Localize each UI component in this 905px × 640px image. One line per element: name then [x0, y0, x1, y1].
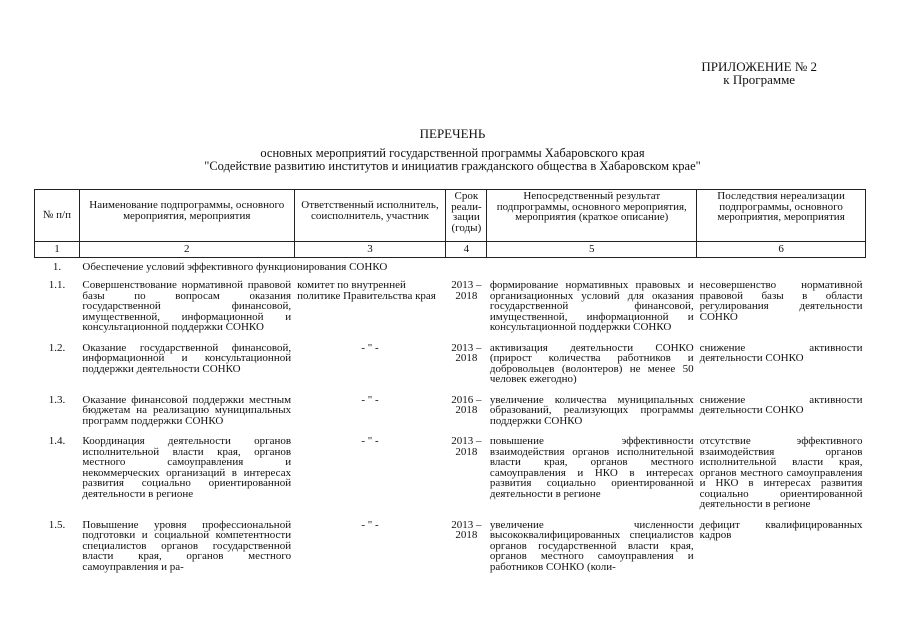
row-result: увеличение количества муниципальных образований, реализующих программы поддержки СОНКО	[489, 393, 694, 427]
row-result: формирование нормативных правовых и организационных условий для оказания государственной финансовой, имущественной, информационной и консультационной поддержки СОНКО	[489, 279, 694, 333]
row-consequence: дефицит квалифицированных кадров	[699, 518, 863, 541]
row-term: 2013 – 2018	[451, 518, 482, 541]
header-result	[487, 190, 697, 242]
row-consequence: снижение активности деятельности СОНКО	[699, 393, 863, 416]
section-title: Обеспечение условий эффективного функционирования СОНКО	[82, 260, 388, 273]
table-row	[35, 276, 866, 339]
appendix-reference: к Программе	[723, 72, 796, 87]
row-number: 1.4.	[48, 435, 66, 447]
row-number: 1.1.	[48, 279, 66, 291]
row-executor: - " -	[361, 393, 379, 406]
header-conseq-text: Последствия нереализации подпрограммы, основного мероприятия, мероприятия	[717, 190, 845, 223]
row-result: повышение эффективности взаимодействия органов исполнительной власти края, органов местного самоуправления и НКО в интересах развития социально ориентированной деятельности в регионе	[489, 435, 694, 500]
table-row	[35, 339, 866, 391]
row-result: активизация деятельности СОНКО (прирост количества работников и добровольцев (волонтеров) не менее 50 человек ежегодно)	[489, 341, 694, 385]
row-name: Оказание финансовой поддержки местным бюджетам на реализацию муниципальных программ поддержки СОНКО	[82, 393, 292, 427]
row-name: Оказание государственной финансовой, информационной и консультационной поддержки деятельности СОНКО	[82, 341, 292, 375]
header-num-text: № п/п	[42, 209, 71, 222]
header-conseq	[697, 190, 866, 242]
header-num	[35, 190, 80, 242]
header-name	[79, 190, 294, 242]
row-number: 1.5.	[48, 518, 66, 531]
column-number: 2	[79, 242, 294, 258]
column-number: 3	[294, 242, 446, 258]
table-row	[35, 432, 866, 516]
section-number: 1.	[52, 260, 62, 273]
row-result: увеличение численности высококвалифицированных специалистов органов государственной власти края, органов местного самоуправления и работников СОНКО (коли-	[489, 518, 694, 573]
column-number-row	[35, 242, 866, 258]
table-row	[35, 516, 866, 579]
section-row	[35, 257, 866, 276]
row-number: 1.3.	[48, 393, 66, 406]
row-term: 2013 – 2018	[451, 435, 482, 458]
row-term: 2016 – 2018	[451, 393, 482, 416]
header-row	[35, 190, 866, 242]
header-term	[446, 190, 487, 242]
row-executor: - " -	[361, 435, 379, 447]
row-name: Совершенствование нормативной правовой базы по вопросам оказания государственной финансовой, имущественной, информационной и консультационной поддержки СОНКО	[82, 279, 292, 333]
column-number: 6	[697, 242, 866, 258]
program-title-line1: основных мероприятий государственной программы Хабаровского края	[260, 146, 645, 160]
appendix-number: ПРИЛОЖЕНИЕ № 2	[701, 59, 817, 74]
row-term: 2013 – 2018	[451, 279, 482, 302]
row-number: 1.2.	[48, 341, 66, 354]
header-exec	[294, 190, 446, 242]
header-result-text: Непосредственный результат подпрограммы, основного мероприятия, мероприятия (краткое описание)	[496, 190, 687, 223]
row-executor: комитет по внутренней политике Правительства края	[297, 279, 436, 302]
header-name-text: Наименование подпрограммы, основного мероприятия, мероприятия	[89, 199, 285, 222]
header-term-text: Срок реали-зации (годы)	[451, 190, 482, 234]
row-consequence: отсутствие эффективного взаимодействия органов исполнительной власти края, органов местного самоуправления и НКО в интересах развития социально ориентированной деятельности в регионе	[699, 435, 863, 510]
heading-title: ПЕРЕЧЕНЬ	[419, 126, 486, 141]
row-name: Повышение уровня профессиональной подготовки и социальной компетентности специалистов органов государственной власти края, органов местного самоуправления и ра-	[82, 518, 292, 573]
document-heading	[0, 126, 905, 142]
header-exec-text: Ответственный исполнитель, соисполнитель, участник	[301, 199, 439, 222]
row-executor: - " -	[361, 341, 379, 354]
program-title	[0, 147, 905, 173]
column-number: 1	[35, 242, 80, 258]
appendix-block	[701, 60, 817, 86]
measures-table	[34, 189, 866, 578]
table-row	[35, 391, 866, 433]
row-name: Координация деятельности органов исполнительной власти края, органов местного самоуправления и некоммерческих организаций в интересах развития социально ориентированной деятельности в регионе	[82, 435, 292, 500]
row-consequence: несовершенство нормативной правовой базы в области регулирования деятельности СОНКО	[699, 279, 863, 323]
column-number: 4	[446, 242, 487, 258]
row-term: 2013 – 2018	[451, 341, 482, 364]
row-executor: - " -	[361, 518, 379, 531]
row-consequence: снижение активности деятельности СОНКО	[699, 341, 863, 364]
column-number: 5	[487, 242, 697, 258]
program-title-line2: "Содействие развитию институтов и инициатив гражданского общества в Хабаровском крае"	[204, 159, 701, 173]
